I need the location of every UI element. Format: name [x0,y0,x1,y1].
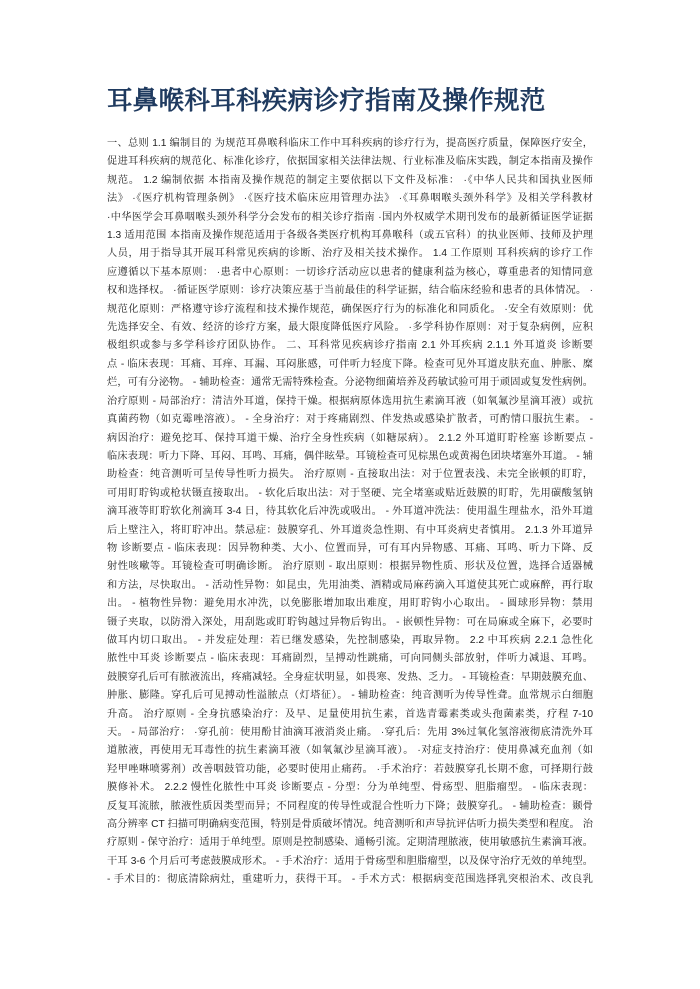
body-line: 极组织或参与多学科诊疗团队协作。 二、耳科常见疾病诊疗指南 2.1 外耳疾病 2.1.1 外耳道炎 诊断要 [107,340,593,352]
body-line: 点 - 临床表现：耳痛、耳痒、耳漏、耳闷胀感，可伴听力轻度下降。检查可见外耳道皮肤充血、肿胀、糜 [107,358,593,370]
body-line: 脓性中耳炎 诊断要点 - 临床表现：耳痛剧烈，呈搏动性跳痛，可向同侧头部放射，伴听力减退、耳鸣。 [107,653,593,665]
body-line: 羟甲唑啉喷雾剂）改善咽鼓管功能，必要时使用止痛药。 ·手术治疗：若鼓膜穿孔长期不愈，可择期行鼓 [107,763,593,775]
body-line: 天。 - 局部治疗： ·穿孔前：使用酚甘油滴耳液消炎止痛。 ·穿孔后：先用 3%过氧化氢溶液彻底清洗外耳 [107,727,593,738]
body-line: 反复耳流脓，脓液性质因类型而异；不同程度的传导性或混合性听力下降；鼓膜穿孔。 - 辅助检查：颞骨 [107,800,593,812]
body-line: 镊子夹取，以防滑入深处，用刮匙或盯聍钩越过异物后钩出。 - 嵌顿性异物：可在局麻或全麻下，必要时 [107,616,593,628]
body-line: ·中华医学会耳鼻咽喉头颈外科学分会发布的相关诊疗指南 ·国内外权威学术期刊发布的最新循证医学证据 [107,211,593,223]
body-line: 1.3 适用范围 本指南及操作规范适用于各级各类医疗机构耳鼻喉科（或五官科）的执业医师、技师及护理 [107,230,593,242]
body-line: 先选择安全、有效、经济的诊疗方案，最大限度降低医疗风险。 ·多学科协作原则：对于复杂病例，应积 [107,322,593,334]
body-line: 出。 - 植物性异物：避免用水冲洗，以免膨胀增加取出难度，用盯聍钩小心取出。 - 圆球形异物：禁用 [107,598,593,610]
document-title: 耳鼻喉科耳科疾病诊疗指南及操作规范 [107,87,546,115]
body-line: 应遵循以下基本原则： ·患者中心原则：一切诊疗活动应以患者的健康利益为核心，尊重患者的知情同意 [107,266,593,278]
body-line: 助检查：纯音测听可呈传导性听力损失。 治疗原则 - 直接取出法：对于位置表浅、未完全嵌顿的盯聍， [107,469,593,481]
body-line: 权和选择权。 ·循证医学原则：诊疗决策应基于当前最佳的科学证据，结合临床经验和患者的具体情况。 · [107,285,593,297]
body-line: 真菌药物（如克霉唑溶液）。 - 全身治疗：对于疼痛剧烈、伴发热或感染扩散者，可酌情口服抗生素。 - [107,414,593,426]
body-paragraph [107,135,593,890]
body-line: 干耳 3-6 个月后可考虑鼓膜成形术。 - 手术治疗：适用于骨疡型和胆脂瘤型，以及保守治疗无效的单纯型。 [107,855,593,867]
body-line: 疗原则 - 保守治疗：适用于单纯型。原则是控制感染、通畅引流。定期清理脓液，使用敏感抗生素滴耳液。 [107,837,593,849]
body-line: 法》 ·《医疗机构管理条例》 ·《医疗技术临床应用管理办法》 ·《耳鼻咽喉头颈外科学》及相关学科教材 [107,193,593,205]
body-line: 烂，可有分泌物。 - 辅助检查：通常无需特殊检查。分泌物细菌培养及药敏试验可用于顽固或复发性病例。 [107,377,593,389]
body-line: 治疗原则 - 局部治疗：清洁外耳道，保持干燥。根据病原体选用抗生素滴耳液（如氧氟沙星滴耳液）或抗 [107,395,593,407]
body-line: 促进耳科疾病的规范化、标准化诊疗，依据国家相关法律法规、行业标准及临床实践，制定本指南及操作 [107,156,593,168]
body-line: 高分辨率 CT 扫描可明确病变范围，特别是骨质破坏情况。纯音测听和声导抗评估听力损失类型和程度。 治 [107,819,593,831]
body-line: 病因治疗：避免挖耳、保持耳道干燥、治疗全身性疾病（如糖尿病）。 2.1.2 外耳道盯聍栓塞 诊断要点 - [107,432,593,444]
body-line: 做耳内切口取出。 - 并发症处理：若已继发感染，先控制感染，再取异物。 2.2 中耳疾病 2.2.1 急性化 [107,634,593,646]
body-line: 物 诊断要点 - 临床表现：因异物种类、大小、位置而异，可有耳内异物感、耳痛、耳鸣、听力下降、反 [107,542,593,554]
body-line: 临床表现：听力下降、耳闷、耳鸣、耳痛，偶伴眩晕。耳镜检查可见棕黑色或黄褐色团块堵塞外耳道。 - 辅 [107,450,593,462]
body-line: 射性咳嗽等。耳镜检查可明确诊断。 治疗原则 - 取出原则：根据异物性质、形状及位置，选择合适器械 [107,561,593,573]
body-line: - 手术目的：彻底清除病灶，重建听力，获得干耳。 - 手术方式：根据病变范围选择乳突根治术、改良乳 [107,874,593,886]
body-line: 一、总则 1.1 编制目的 为规范耳鼻喉科临床工作中耳科疾病的诊疗行为，提高医疗质量，保障医疗安全， [107,138,593,149]
body-line: 后上壁注入，将盯聍冲出。禁忌症：鼓膜穿孔、外耳道炎急性期、有中耳炎病史者慎用。 2.1.3 外耳道异 [107,524,593,536]
body-line: 规范化原则：严格遵守诊疗流程和技术操作规范，确保医疗行为的标准化和同质化。 ·安全有效原则：优 [107,303,593,315]
body-line: 道脓液，再使用无耳毒性的抗生素滴耳液（如氧氟沙星滴耳液）。 ·对症支持治疗：使用鼻减充血剂（如 [107,745,593,757]
body-line: 人员，用于指导其开展耳科常见疾病的诊断、治疗及相关技术操作。 1.4 工作原则 耳科疾病的诊疗工作 [107,248,593,260]
body-line: 可用盯聍钩或枪状镊直接取出。 - 软化后取出法：对于坚硬、完全堵塞或贴近鼓膜的盯聍，先用碳酸氢钠 [107,487,593,499]
body-line: 膜修补术。 2.2.2 慢性化脓性中耳炎 诊断要点 - 分型：分为单纯型、骨疡型、胆脂瘤型。 - 临床表现： [107,782,593,794]
body-line: 滴耳液等盯聍软化剂滴耳 3-4 日，待其软化后冲洗或吸出。 - 外耳道冲洗法：使用温生理盐水，沿外耳道 [107,506,593,518]
body-line: 规范。 1.2 编制依据 本指南及操作规范的制定主要依据以下文件及标准： ·《中华人民共和国执业医师 [107,174,593,186]
body-line: 和方法，尽快取出。 - 活动性异物：如昆虫，先用油类、酒精或局麻药滴入耳道使其死亡或麻醉，再行取 [107,579,593,591]
body-line: 鼓膜穿孔后可有脓液流出，疼痛减轻。全身症状明显，如畏寒、发热、乏力。 - 耳镜检查：早期鼓膜充血、 [107,671,593,683]
body-line: 肿胀、膨隆。穿孔后可见搏动性溢脓点（灯塔征）。 - 辅助检查：纯音测听为传导性聋。血常规示白细胞 [107,690,593,702]
body-line: 升高。 治疗原则 - 全身抗感染治疗：及早、足量使用抗生素，首选青霉素类或头孢菌素类，疗程 7-10 [107,708,593,720]
